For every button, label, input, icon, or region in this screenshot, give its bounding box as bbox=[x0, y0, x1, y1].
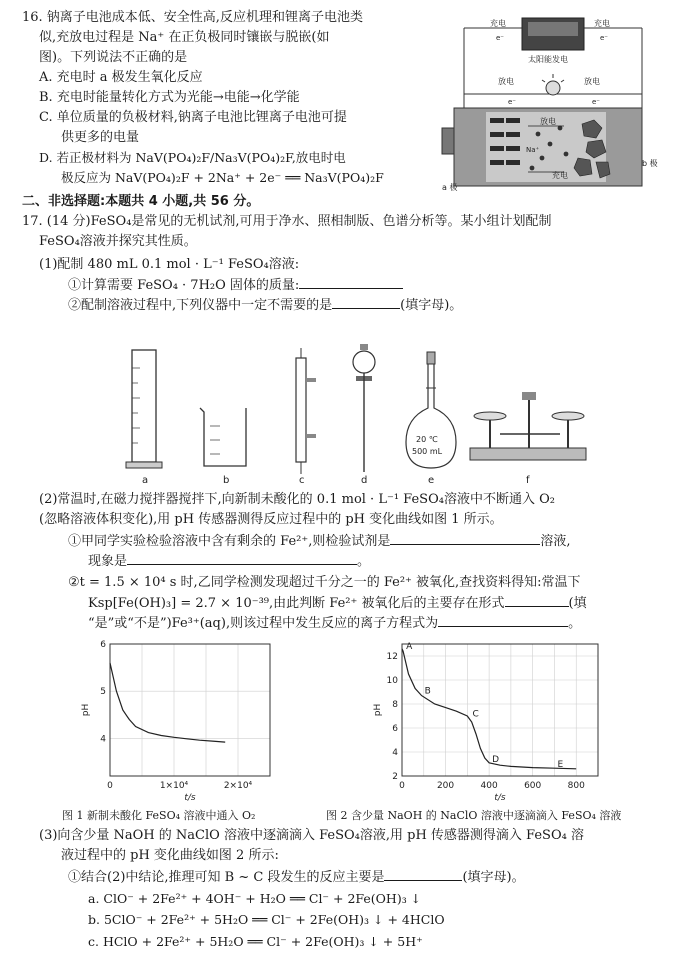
discharge-label-left: 放电 bbox=[498, 77, 514, 86]
charge-label-left: 充电 bbox=[490, 19, 506, 28]
q16-option-b: B. 充电时能量转化方式为光能→电能→化学能 bbox=[39, 90, 300, 105]
y-tick-label: 6 bbox=[392, 724, 398, 734]
q17-part-1b-text: ②配制溶液过程中,下列仪器中一定不需要的是 bbox=[68, 298, 333, 313]
y-tick-label: 8 bbox=[392, 700, 398, 710]
q17-part-2b-line-3 bbox=[88, 613, 581, 634]
point-label-c: C bbox=[472, 709, 479, 720]
q17-part-1b bbox=[68, 295, 462, 316]
solar-label: 太阳能发电 bbox=[528, 55, 568, 64]
x-tick-label: 0 bbox=[399, 781, 405, 791]
y-tick-label: 4 bbox=[100, 734, 106, 745]
a-pole-label: a 极 bbox=[442, 183, 458, 192]
q17-part-2a-cont bbox=[88, 551, 370, 572]
q17-part-3a-text: ①结合(2)中结论,推理可知 B ~ C 段发生的反应主要是 bbox=[68, 870, 385, 885]
apparatus-label-c: c bbox=[299, 475, 305, 486]
x-tick-label: 200 bbox=[436, 781, 455, 791]
q17-part-3a bbox=[68, 867, 525, 888]
answer-blank-reaction[interactable] bbox=[384, 867, 462, 881]
q16-option-d: D. 若正极材料为 NaV(PO₄)₂F/Na₃V(PO₄)₂F,放电时电 bbox=[39, 150, 346, 165]
equation-b: b. 5ClO⁻ + 2Fe²⁺ + 5H₂O ══ Cl⁻ + 2Fe(OH)₃ ↓ + 4HClO bbox=[88, 912, 445, 927]
q17-part-2b-text: Ksp[Fe(OH)₃] = 2.7 × 10⁻³⁹,由此判断 Fe²⁺ 被氧化后的主要存在形式 bbox=[88, 596, 505, 611]
inner-discharge-label: 放电 bbox=[540, 117, 556, 126]
plot-frame bbox=[402, 644, 598, 776]
q16-line-3: 图)。下列说法不正确的是 bbox=[39, 50, 188, 65]
q17-part-2b-line-3-text: “是”或“不是”)Fe³⁺(aq),则该过程中发生反应的离子方程式为 bbox=[88, 616, 439, 631]
chart-figure-2 bbox=[373, 638, 610, 806]
x-axis-label: t/s bbox=[494, 793, 506, 803]
y-tick-label: 6 bbox=[100, 640, 106, 650]
q17-part-2-line-2: (忽略溶液体积变化),用 pH 传感器测得反应过程中的 pH 变化曲线如图 1 所示。 bbox=[39, 512, 503, 527]
x-tick-label: 600 bbox=[524, 781, 542, 791]
figure-1-caption: 图 1 新制未酸化 FeSO₄ 溶液中通入 O₂ bbox=[62, 809, 256, 822]
q17-part-2-line-1: (2)常温时,在磁力搅拌器搅拌下,向新制未酸化的 0.1 mol · L⁻¹ FeSO₄溶液中不断通入 O₂ bbox=[39, 492, 555, 507]
apparatus-label-f: f bbox=[526, 475, 530, 486]
q17-part-2a-period: 。 bbox=[357, 554, 371, 569]
e-minus-3: e⁻ bbox=[508, 98, 517, 106]
answer-blank-equation[interactable] bbox=[438, 613, 568, 627]
inner-charge-label: 充电 bbox=[552, 171, 568, 180]
graduated-cylinder bbox=[126, 350, 162, 468]
point-label-b: B bbox=[424, 686, 431, 697]
beaker bbox=[200, 408, 246, 466]
separatory-funnel bbox=[353, 344, 375, 472]
equation-c: c. HClO + 2Fe²⁺ + 5H₂O ══ Cl⁻ + 2Fe(OH)₃ ↓ + 5H⁺ bbox=[88, 934, 423, 949]
x-tick-label: 0 bbox=[107, 781, 113, 791]
na-ion-label: Na⁺ bbox=[526, 146, 540, 154]
q17-part-2a bbox=[68, 531, 570, 552]
q17-part-2a-text: ①甲同学实验检验溶液中含有剩余的 Fe²⁺,则检验试剂是 bbox=[68, 534, 391, 549]
equation-a: a. ClO⁻ + 2Fe²⁺ + 4OH⁻ + H₂O ══ Cl⁻ + 2Fe(OH)₃ ↓ bbox=[88, 891, 422, 906]
y-tick-label: 12 bbox=[386, 652, 398, 662]
flask-volume-label: 500 mL bbox=[412, 447, 443, 456]
q17-part-3-line-2: 液过程中的 pH 变化曲线如图 2 所示: bbox=[61, 848, 279, 863]
e-minus-4: e⁻ bbox=[592, 98, 601, 106]
q17-part-2b-tail: (填 bbox=[568, 596, 587, 611]
burette-c bbox=[296, 348, 316, 474]
apparatus-label-a: a bbox=[142, 475, 149, 486]
x-tick-label: 2×10⁴ bbox=[223, 781, 253, 791]
battery-diagram bbox=[442, 16, 662, 192]
balance-scale bbox=[470, 392, 586, 460]
apparatus-label-d: d bbox=[361, 475, 368, 486]
apparatus-figure bbox=[120, 338, 600, 486]
q17-part-2a-tail: 溶液, bbox=[540, 534, 571, 549]
answer-blank-phenomenon[interactable] bbox=[127, 551, 357, 565]
y-tick-label: 4 bbox=[392, 748, 398, 758]
q17-part-1b-tail: (填字母)。 bbox=[400, 298, 463, 313]
q17-part-2b-line-2 bbox=[88, 593, 587, 614]
point-label-a: A bbox=[406, 642, 413, 653]
y-tick-label: 10 bbox=[386, 676, 398, 686]
answer-blank-form[interactable] bbox=[505, 593, 569, 607]
q17-part-1a bbox=[68, 275, 403, 296]
figure-2-caption: 图 2 含少量 NaOH 的 NaClO 溶液中逐滴滴入 FeSO₄ 溶液 bbox=[326, 809, 622, 822]
x-tick-label: 1×10⁴ bbox=[159, 781, 189, 791]
discharge-label-right: 放电 bbox=[584, 77, 600, 86]
q17-part-2b-line-3-end: 。 bbox=[568, 616, 582, 631]
chart-figure-1 bbox=[78, 638, 288, 806]
ph-curve-line bbox=[110, 663, 225, 742]
y-axis-label: pH bbox=[373, 703, 383, 717]
q17-part-1a-text: ①计算需要 FeSO₄ · 7H₂O 固体的质量: bbox=[68, 278, 300, 293]
q16-line-2: 似,充放电过程是 Na⁺ 在正负极同时镶嵌与脱嵌(如 bbox=[39, 30, 330, 45]
q17-part-2b-line-1: ②t = 1.5 × 10⁴ s 时,乙同学检测发现超过千分之一的 Fe²⁺ 被氧化,查找资料得知:常温下 bbox=[68, 575, 581, 590]
b-pole-label: b 极 bbox=[642, 159, 658, 168]
point-label-d: D bbox=[492, 755, 500, 765]
q16-option-a: A. 充电时 a 极发生氧化反应 bbox=[39, 70, 203, 85]
e-minus-1: e⁻ bbox=[496, 34, 505, 42]
section-2-heading: 二、非选择题:本题共 4 小题,共 56 分。 bbox=[22, 194, 260, 209]
x-tick-label: 800 bbox=[567, 781, 585, 791]
q17-part-3-line-1: (3)向含少量 NaOH 的 NaClO 溶液中逐滴滴入 FeSO₄溶液,用 pH 传感器测得滴入 FeSO₄ 溶 bbox=[39, 828, 584, 843]
apparatus-label-b: b bbox=[223, 475, 230, 486]
q17-part-1: (1)配制 480 mL 0.1 mol · L⁻¹ FeSO₄溶液: bbox=[39, 257, 300, 272]
answer-blank-mass[interactable] bbox=[299, 275, 403, 289]
apparatus-label-e: e bbox=[428, 475, 435, 486]
q17-part-3a-tail: (填字母)。 bbox=[462, 870, 525, 885]
y-axis-label: pH bbox=[81, 703, 91, 717]
x-tick-label: 400 bbox=[480, 781, 498, 791]
q17-intro-1: 17. (14 分)FeSO₄是常见的无机试剂,可用于净水、照相制版、色谱分析等。某小组计划配制 bbox=[22, 214, 552, 229]
point-label-e: E bbox=[557, 759, 564, 770]
answer-blank-reagent[interactable] bbox=[390, 531, 540, 545]
x-axis-label: t/s bbox=[184, 793, 196, 803]
flask-temp-label: 20 ℃ bbox=[416, 435, 438, 444]
plot-frame bbox=[110, 644, 270, 776]
volumetric-flask bbox=[406, 352, 456, 468]
q17-intro-2: FeSO₄溶液并探究其性质。 bbox=[39, 234, 197, 249]
q16-line-1: 16. 钠离子电池成本低、安全性高,反应机理和锂离子电池类 bbox=[22, 10, 363, 25]
q17-part-2a-phenomenon: 现象是 bbox=[88, 554, 128, 569]
y-tick-label: 5 bbox=[100, 687, 106, 698]
q16-option-d-cont: 极反应为 NaV(PO₄)₂F + 2Na⁺ + 2e⁻ ══ Na₃V(PO₄)₂F bbox=[61, 170, 384, 185]
q16-option-c: C. 单位质量的负极材料,钠离子电池比锂离子电池可提 bbox=[39, 110, 347, 125]
e-minus-2: e⁻ bbox=[600, 34, 609, 42]
charge-label-right: 充电 bbox=[594, 19, 610, 28]
y-tick-label: 2 bbox=[392, 772, 398, 782]
q16-option-c-cont: 供更多的电量 bbox=[61, 130, 140, 145]
answer-blank-apparatus[interactable] bbox=[332, 295, 400, 309]
